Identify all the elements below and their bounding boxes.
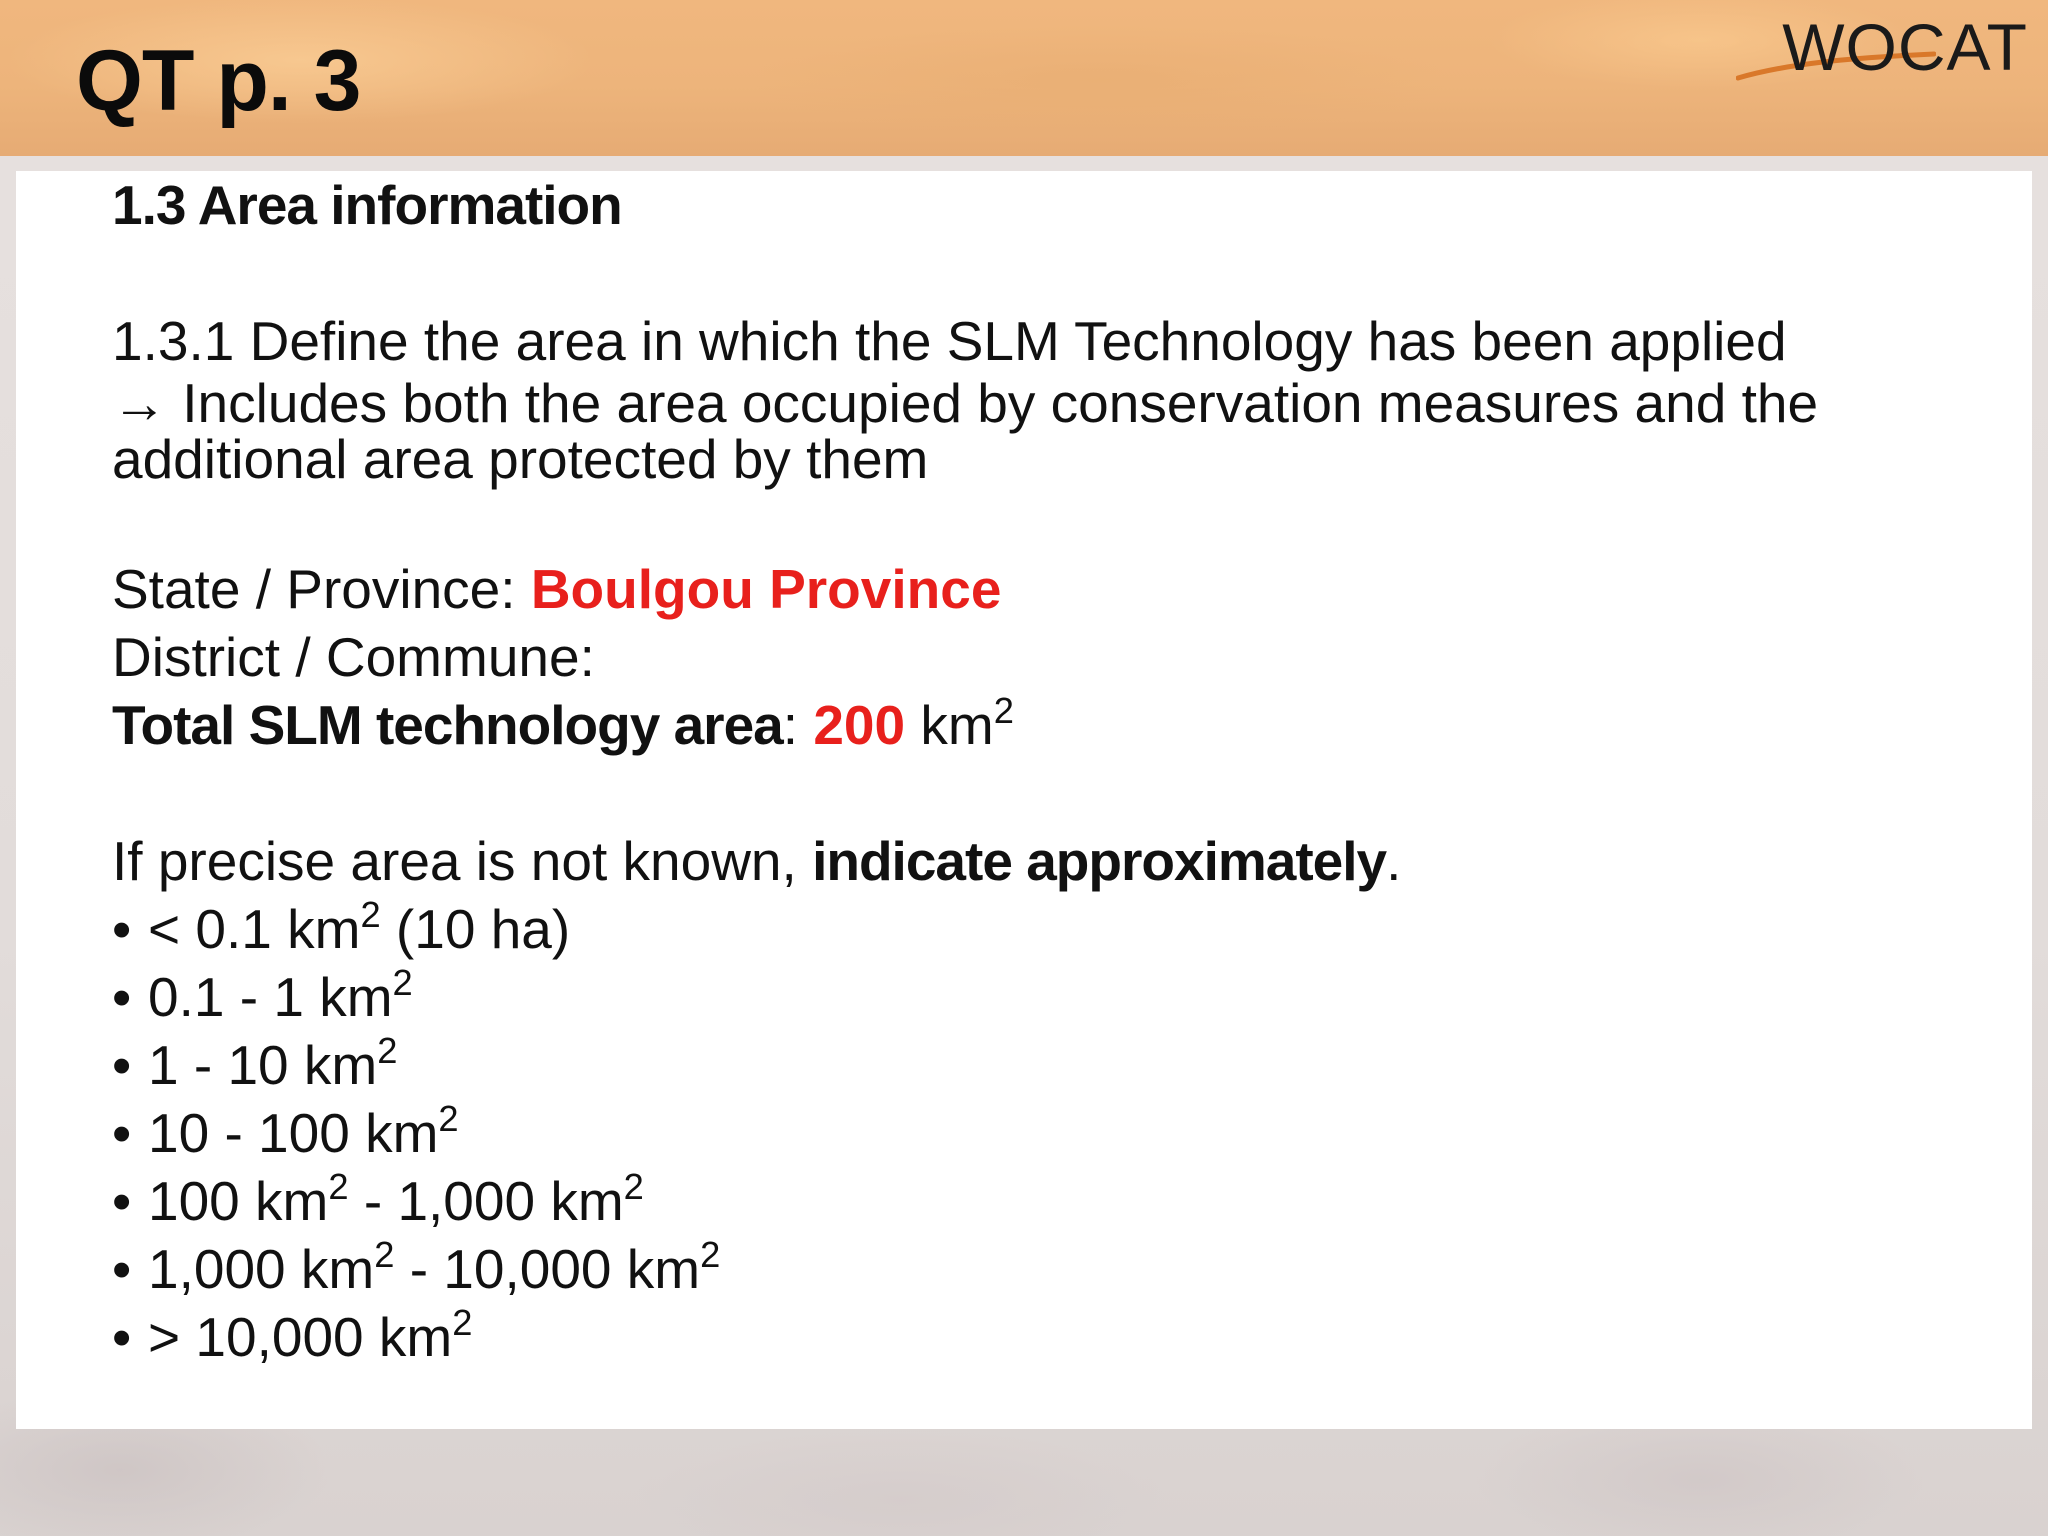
bullet-icon: • (112, 1102, 132, 1164)
area-option: • 100 $km^2 - 1,000$ $km^2$ (112, 1167, 1972, 1235)
area-option-text: 10 - 100 km (148, 1102, 439, 1164)
page-title: QT p. 3 (76, 33, 361, 129)
logo-text: WOCAT (1782, 10, 2028, 84)
bullet-icon: • (112, 1238, 132, 1300)
note-line-2: additional area protected by them (112, 428, 929, 490)
area-option-text: > 10,000 km (148, 1306, 453, 1368)
total-area-field: Total SLM technology area: 200 $km^2$ (112, 689, 1014, 756)
area-option-text-2: - 1,000 km (348, 1170, 624, 1232)
district-label: District / Commune: (112, 626, 595, 688)
bullet-icon: • (112, 966, 132, 1028)
approx-emphasis: indicate approximately (812, 830, 1387, 892)
bullet-icon: • (112, 1170, 132, 1232)
state-value: Boulgou Province (530, 558, 1002, 620)
total-area-unit: km (905, 694, 994, 756)
area-options-list (112, 895, 1972, 1371)
area-option-text: 0.1 - 1 km (148, 966, 393, 1028)
bullet-icon: • (112, 1034, 132, 1096)
wocat-logo (1736, 10, 2028, 84)
question-text: 1.3.1 Define the area in which the SLM Technology has been applied (112, 310, 1787, 372)
approx-instruction: If precise area is not known, indicate approximately. (112, 830, 1402, 892)
bullet-icon: • (112, 898, 132, 960)
bullet-icon: • (112, 1306, 132, 1368)
header-banner (0, 0, 2048, 156)
area-option: • < 0.1 $km^2$ (10 ha) (112, 895, 1972, 963)
state-label: State / Province: (112, 558, 531, 620)
area-option-text: 100 km (148, 1170, 329, 1232)
area-option-text: 1,000 km (148, 1238, 375, 1300)
area-option: • 1,000 $km^2 - 10,000$ $km^2$ (112, 1235, 1972, 1303)
area-option-text: < 0.1 km (148, 898, 361, 960)
area-option: • 1 - 10 $km^2$ (112, 1031, 1972, 1099)
district-field (112, 623, 1972, 691)
area-option-text: 1 - 10 km (148, 1034, 378, 1096)
total-area-value: 200 (813, 694, 906, 756)
area-option-text-2: - 10,000 km (394, 1238, 701, 1300)
total-area-label: Total SLM technology area (112, 694, 783, 756)
area-option: • > 10,000 $km^2$ (112, 1303, 1972, 1371)
state-field (112, 555, 1972, 623)
area-option: • 0.1 - 1 $km^2$ (112, 963, 1972, 1031)
area-option-text-2: (10 ha) (380, 898, 571, 960)
area-option: • 10 - 100 $km^2$ (112, 1099, 1972, 1167)
note-line-1: → Includes both the area occupied by conservation measures and the (112, 372, 1819, 434)
arrow-icon: → (112, 372, 167, 434)
section-heading: 1.3 Area information (112, 174, 622, 236)
slide-content (112, 171, 1972, 1371)
